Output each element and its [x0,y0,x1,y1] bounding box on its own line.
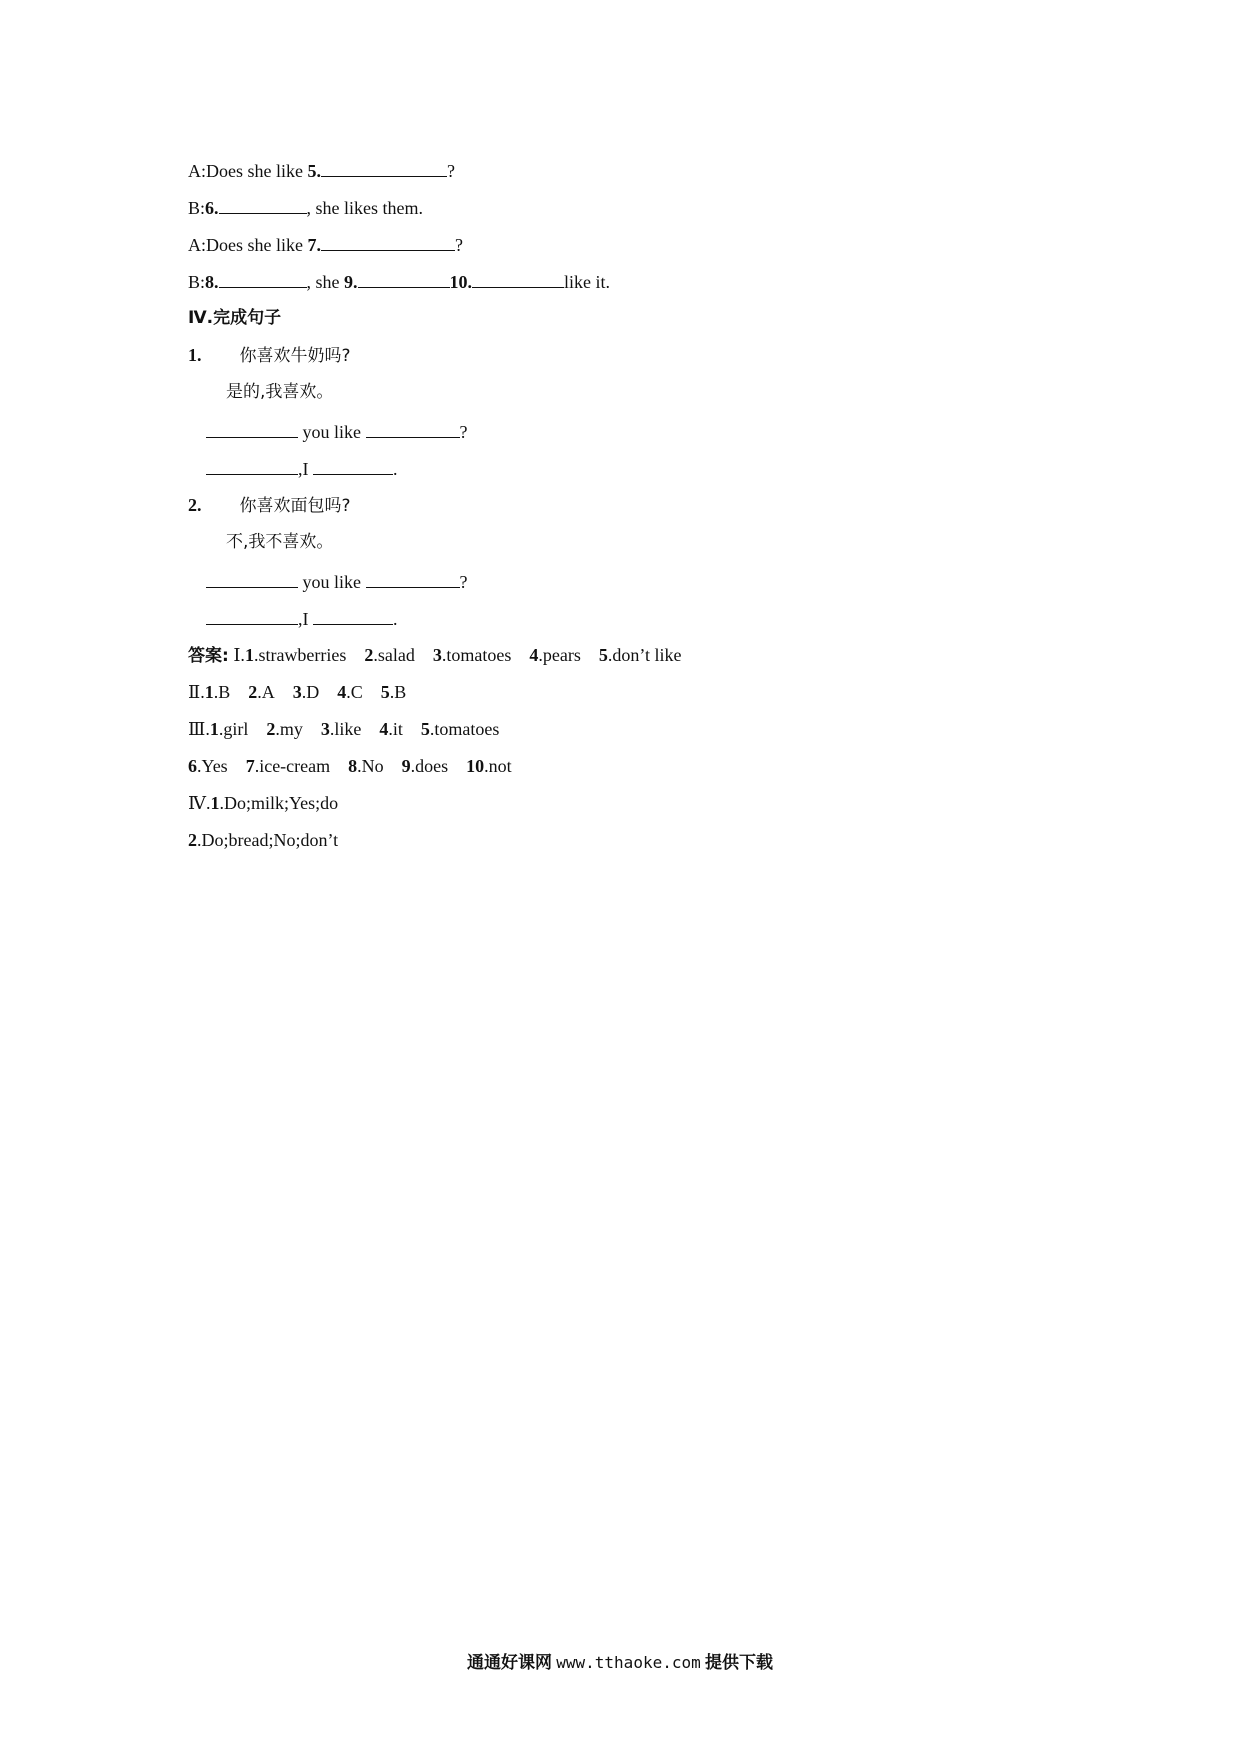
question-2-en-question: you like ? [206,569,468,594]
blank-q2-d[interactable] [313,606,393,625]
blank-9[interactable] [358,269,450,288]
blank-q1-d[interactable] [313,456,393,475]
answers-row-3: Ⅲ.1.girl 2.my 3.like 4.it 5.tomatoes [188,719,500,739]
answers-row-4: 6.Yes 7.ice-cream 8.No 9.does 10.not [188,756,512,776]
blank-7[interactable] [321,232,455,251]
question-1-en-answer: ,I . [206,456,398,481]
section-heading: Ⅳ.完成句子 [188,308,282,328]
blank-q2-a[interactable] [206,569,298,588]
footer-suffix: 提供下载 [705,1653,773,1673]
answers-label: 答案: [188,646,229,666]
page-footer [0,1648,1240,1673]
dialogue-line-8: B:8. , she 9. 10. like it. [188,269,610,294]
dialogue-line-7: A:Does she like 7. ? [188,232,463,257]
blank-5[interactable] [321,158,447,177]
question-2: 2. 你喜欢面包吗? [188,495,351,516]
blank-q2-b[interactable] [366,569,460,588]
footer-site-name: 通通好课网 [467,1653,552,1673]
dialogue-line-6: B:6. , she likes them. [188,195,423,220]
answers-row-5: Ⅳ.1.Do;milk;Yes;do [188,793,339,813]
question-2-en-answer: ,I . [206,606,398,631]
answers-row-6: 2.Do;bread;No;don’t [188,830,339,850]
footer-url[interactable]: www.tthaoke.com [556,1653,701,1672]
question-1: 1. 你喜欢牛奶吗? [188,345,351,366]
answers-row-1: 答案: Ⅰ.1.strawberries 2.salad 3.tomatoes 4.pears 5.don’t like [188,645,682,666]
question-1-en-question: you like ? [206,419,468,444]
question-1-answer-cn: 是的,我喜欢。 [226,382,334,402]
blank-6[interactable] [219,195,307,214]
blank-q1-c[interactable] [206,456,298,475]
answers-row-2: Ⅱ.1.B 2.A 3.D 4.C 5.B [188,682,407,702]
dialogue-line-5: A:Does she like 5. ? [188,158,455,183]
blank-q2-c[interactable] [206,606,298,625]
blank-q1-a[interactable] [206,419,298,438]
blank-8[interactable] [219,269,307,288]
blank-10[interactable] [472,269,564,288]
blank-q1-b[interactable] [366,419,460,438]
question-2-answer-cn: 不,我不喜欢。 [226,532,334,552]
